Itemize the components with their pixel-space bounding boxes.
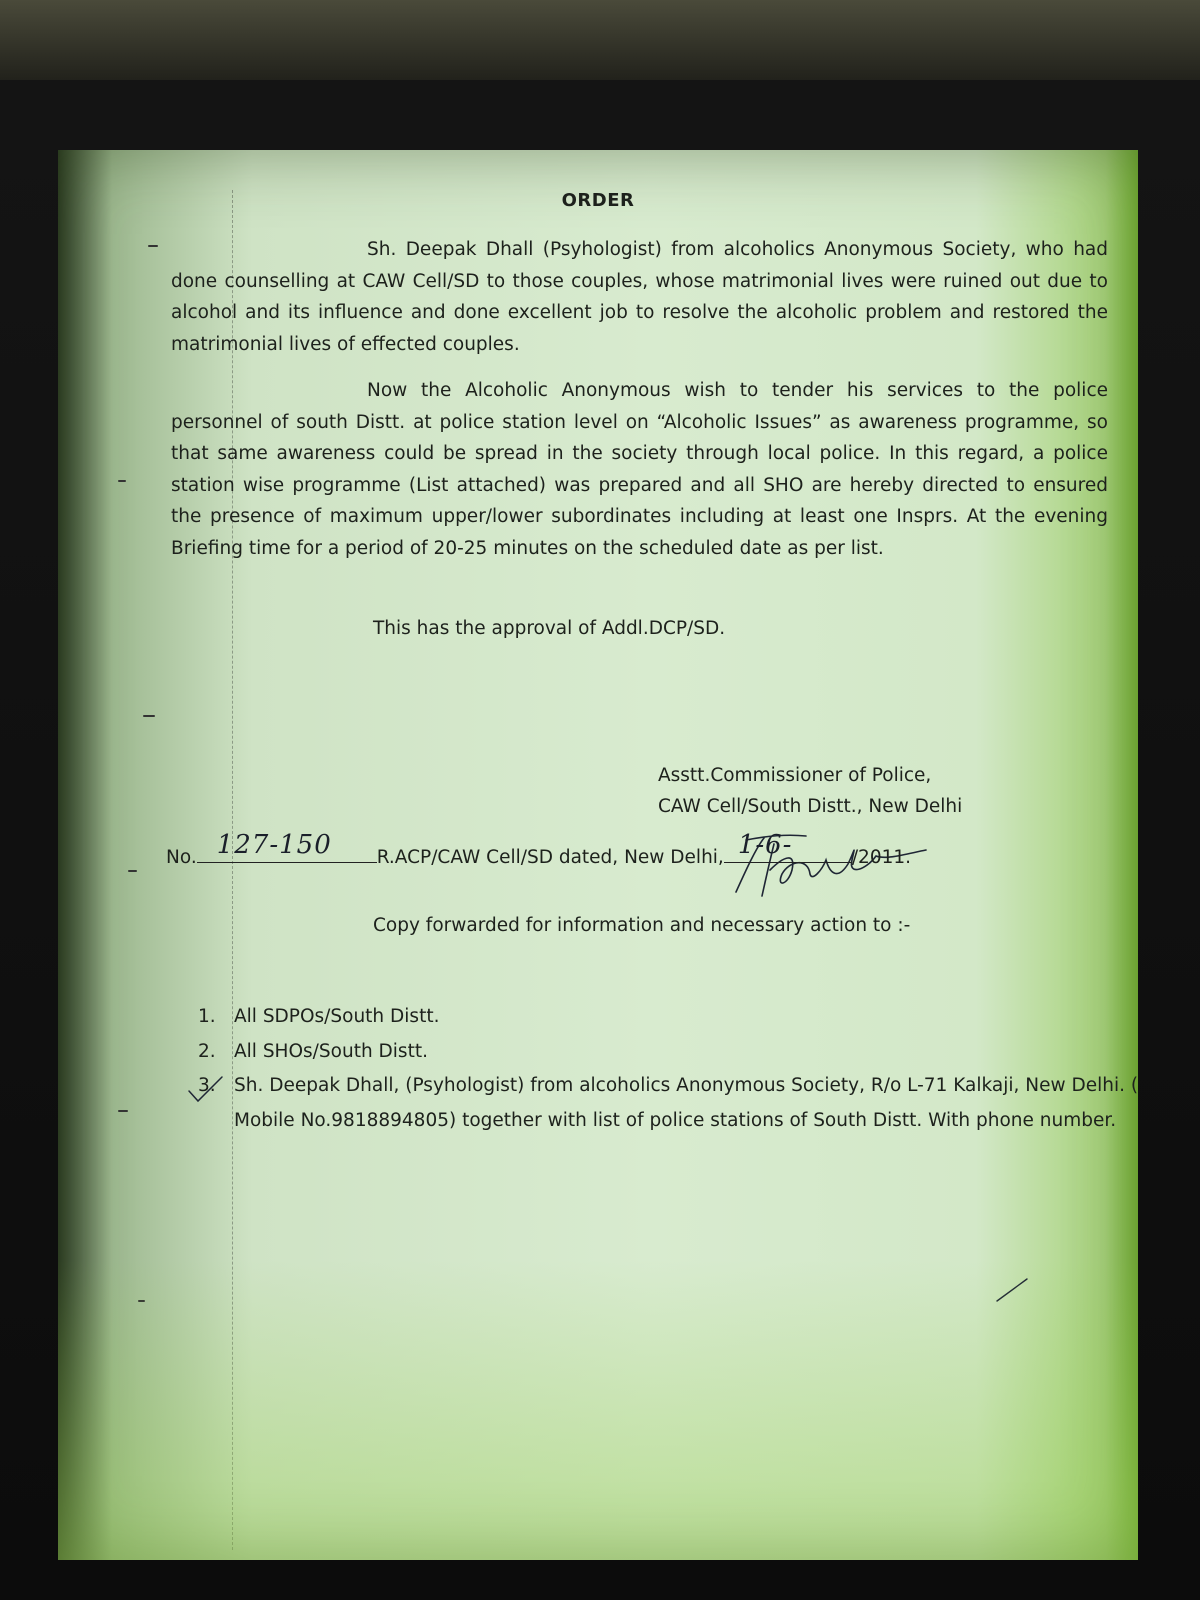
list-item-text: Sh. Deepak Dhall, (Psyhologist) from alcoholics Anonymous Society, R/o L-71 Kalkaji, New Delhi. ( Mobile No.9818894805) together with list of police stations of South Distt. With phone number.	[234, 1075, 1139, 1131]
speck	[118, 1110, 128, 1112]
dispatch-date-blank	[724, 830, 852, 863]
list-item-text: All SDPOs/South Distt.	[234, 1006, 440, 1027]
speck	[143, 715, 155, 717]
speck	[128, 870, 137, 872]
paragraph-directive: Now the Alcoholic Anonymous wish to tender his services to the police personnel of south Distt. at police station level on “Alcoholic Issues” as awareness programme, so that same awareness could be spread in the society through local police. In this regard, a police station wise programme (List attached) was prepared and all SHO are hereby directed to ensured the presence of maximum upper/lower subordinates including at least one Insprs. At the evening Briefing time for a period of 20-25 minutes on the scheduled date as per list.	[171, 380, 1108, 559]
speck	[138, 1300, 145, 1302]
dispatch-number-blank	[197, 830, 377, 863]
dispatch-number-handwritten: 127-150	[216, 830, 332, 860]
approval-line: This has the approval of Addl.DCP/SD.	[373, 618, 726, 639]
dispatch-suffix: /2011.	[851, 847, 912, 868]
list-item	[198, 1035, 1148, 1070]
list-item-number: 3.	[198, 1075, 216, 1096]
document-title: ORDER	[561, 190, 635, 211]
document-page	[58, 150, 1138, 1560]
list-item-number: 2.	[198, 1040, 216, 1062]
dispatch-middle: R.ACP/CAW Cell/SD dated, New Delhi,	[376, 847, 724, 868]
list-item	[198, 1000, 1148, 1035]
list-item-text: All SHOs/South Distt.	[234, 1040, 428, 1062]
signatory-line-2: CAW Cell/South Distt., New Delhi	[658, 796, 963, 817]
speck	[148, 245, 158, 247]
speck	[118, 480, 126, 482]
list-item	[198, 1069, 1148, 1138]
pen-stroke-mark	[993, 1275, 1033, 1305]
paragraph-introduction: Sh. Deepak Dhall (Psyhologist) from alcoholics Anonymous Society, who had done counselling at CAW Cell/SD to those couples, whose matrimonial lives were ruined out due to alcohol and its influence and done excellent job to resolve the alcoholic problem and restored the matrimonial lives of effected couples.	[171, 239, 1108, 355]
copy-recipient-list	[198, 1000, 1148, 1138]
dispatch-prefix: No.	[166, 847, 197, 868]
signatory-designation	[658, 760, 962, 822]
signatory-line-1: Asstt.Commissioner of Police,	[658, 765, 932, 786]
checkmark-icon	[186, 1075, 226, 1105]
list-item-number: 1.	[198, 1006, 216, 1027]
copy-forwarded-heading: Copy forwarded for information and necessary action to :-	[373, 915, 911, 936]
dispatch-date-handwritten: 1-6-	[737, 830, 793, 860]
dispatch-number-line	[166, 830, 912, 868]
